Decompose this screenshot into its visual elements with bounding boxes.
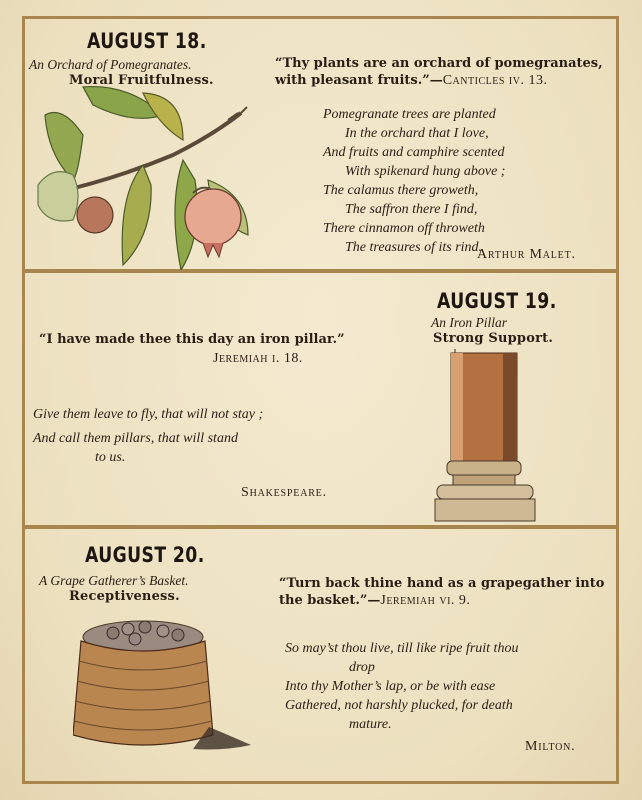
- basket-icon: [73, 617, 253, 753]
- entry-title: An Iron Pillar: [431, 315, 507, 330]
- entry-august-19: [22, 270, 619, 528]
- entry-quote: “Turn back thine hand as a grapegather into the basket.”—Jeremiah vi. 9.: [279, 576, 605, 608]
- entry-virtue: Moral Fruitfulness.: [69, 73, 214, 88]
- entry-author: Arthur Malet.: [477, 247, 576, 262]
- scripture-reference: Jeremiah i. 18.: [213, 351, 303, 366]
- entry-august-20: [22, 526, 619, 784]
- entry-poem: Pomegranate trees are planted In the orchard that I love, And fruits and camphire scented With spikenard hung above ; The calamus there groweth, The saffron there I find, There cinnamon off throweth The treasures of its rind.: [323, 107, 506, 255]
- entry-poem: Give them leave to fly, that will not stay ; And call them pillars, that will stand to us.: [33, 407, 264, 465]
- entry-virtue: Receptiveness.: [69, 589, 180, 604]
- entry-title: An Orchard of Pomegranates.: [29, 57, 192, 72]
- entry-date: AUGUST 20.: [85, 543, 205, 567]
- pillar-icon: [425, 349, 555, 525]
- entry-quote: “Thy plants are an orchard of pomegranates, with pleasant fruits.”—Canticles iv. 13.: [275, 56, 603, 88]
- entry-august-18: [22, 16, 619, 272]
- entry-date: AUGUST 18.: [87, 29, 207, 53]
- entry-quote: “I have made thee this day an iron pillar.”: [39, 332, 345, 347]
- entry-author: Shakespeare.: [241, 485, 327, 500]
- entry-date: AUGUST 19.: [437, 289, 557, 313]
- entry-virtue: Strong Support.: [433, 331, 554, 346]
- entry-poem: So may’st thou live, till like ripe fruit thou drop Into thy Mother’s lap, or be with ease Gathered, not harshly plucked, for death mature.: [285, 641, 519, 732]
- entry-author: Milton.: [525, 739, 576, 754]
- entry-title: A Grape Gatherer’s Basket.: [39, 573, 189, 588]
- scripture-reference: Jeremiah vi. 9.: [380, 593, 471, 608]
- scripture-reference: Canticles iv. 13.: [442, 73, 548, 88]
- pomegranate-branch-icon: [33, 85, 263, 271]
